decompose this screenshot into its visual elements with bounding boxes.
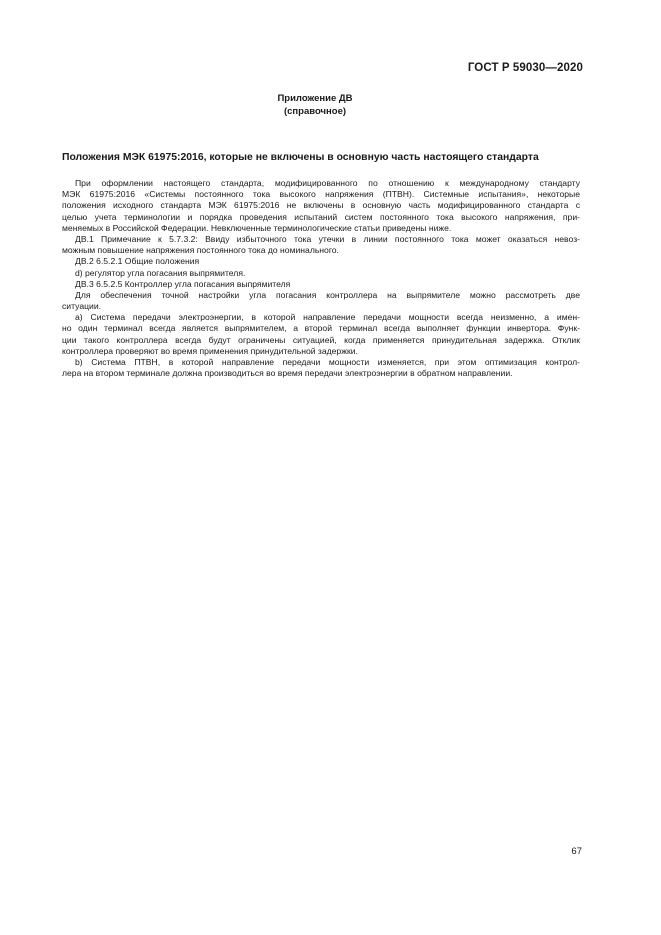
page-number: 67 xyxy=(571,846,582,857)
appendix-heading xyxy=(0,92,630,118)
appendix-subtitle: (справочное) xyxy=(283,106,347,117)
list-item: контроллера проверяют во время применения принудительной задержки. xyxy=(62,345,358,356)
paragraph-line: положения исходного стандарта МЭК 61975:2016 не включены в основную часть модифицированного стандарта с xyxy=(62,200,580,211)
clause-heading: ДВ.2 6.5.2.1 Общие положения xyxy=(75,256,200,267)
appendix-title: Приложение ДВ xyxy=(277,93,353,104)
note-line: ДВ.1 Примечание к 5.7.3.2: Ввиду избыточного тока утечки в линии постоянного тока может оказаться невоз- xyxy=(75,233,580,244)
list-item: d) регулятор угла погасания выпрямителя. xyxy=(75,267,246,278)
list-item: a) Система передачи электроэнергии, в которой направление передачи мощности всегда неизменно, а имен- xyxy=(75,312,580,323)
list-item: лера на втором терминале должна производиться во время передачи электроэнергии в обратном направлении. xyxy=(62,368,513,379)
paragraph-line: целью учета терминологии и порядка проведения испытаний систем постоянного тока высокого напряжения, при- xyxy=(62,211,580,222)
body-text xyxy=(62,178,580,379)
paragraph-line: Для обеспечения точной настройки угла погасания контроллера на выпрямителе можно рассмотреть две xyxy=(75,289,580,300)
note-line: можным повышение напряжения постоянного тока до номинального. xyxy=(62,245,339,256)
list-item: ции такого контроллера всегда будут ограничены ситуацией, когда применяется принудительная задержка. Отклик xyxy=(62,334,580,345)
section-title: Положения МЭК 61975:2016, которые не включены в основную часть настоящего стандарта xyxy=(62,152,539,163)
paragraph-line: МЭК 61975:2016 «Системы постоянного тока высокого напряжения (ПТВН). Системные испытания», некоторые xyxy=(62,189,580,200)
clause-heading: ДВ.3 6.5.2.5 Контроллер угла погасания выпрямителя xyxy=(75,278,291,289)
paragraph-line: При оформлении настоящего стандарта, модифицированного по отношению к международному стандарту xyxy=(75,178,580,188)
standard-code: ГОСТ Р 59030—2020 xyxy=(467,62,583,74)
paragraph-line: ситуации. xyxy=(62,301,102,312)
paragraph-line: меняемых в Российской Федерации. Невключенные терминологические статьи приведены ниже. xyxy=(62,222,452,233)
list-item: b) Система ПТВН, в которой направление передачи мощности изменяется, при этом оптимизация контрол- xyxy=(75,357,580,367)
list-item: но один терминал всегда является выпрямителем, а второй терминал всегда выполняет функции инвертора. Функ- xyxy=(62,323,580,334)
